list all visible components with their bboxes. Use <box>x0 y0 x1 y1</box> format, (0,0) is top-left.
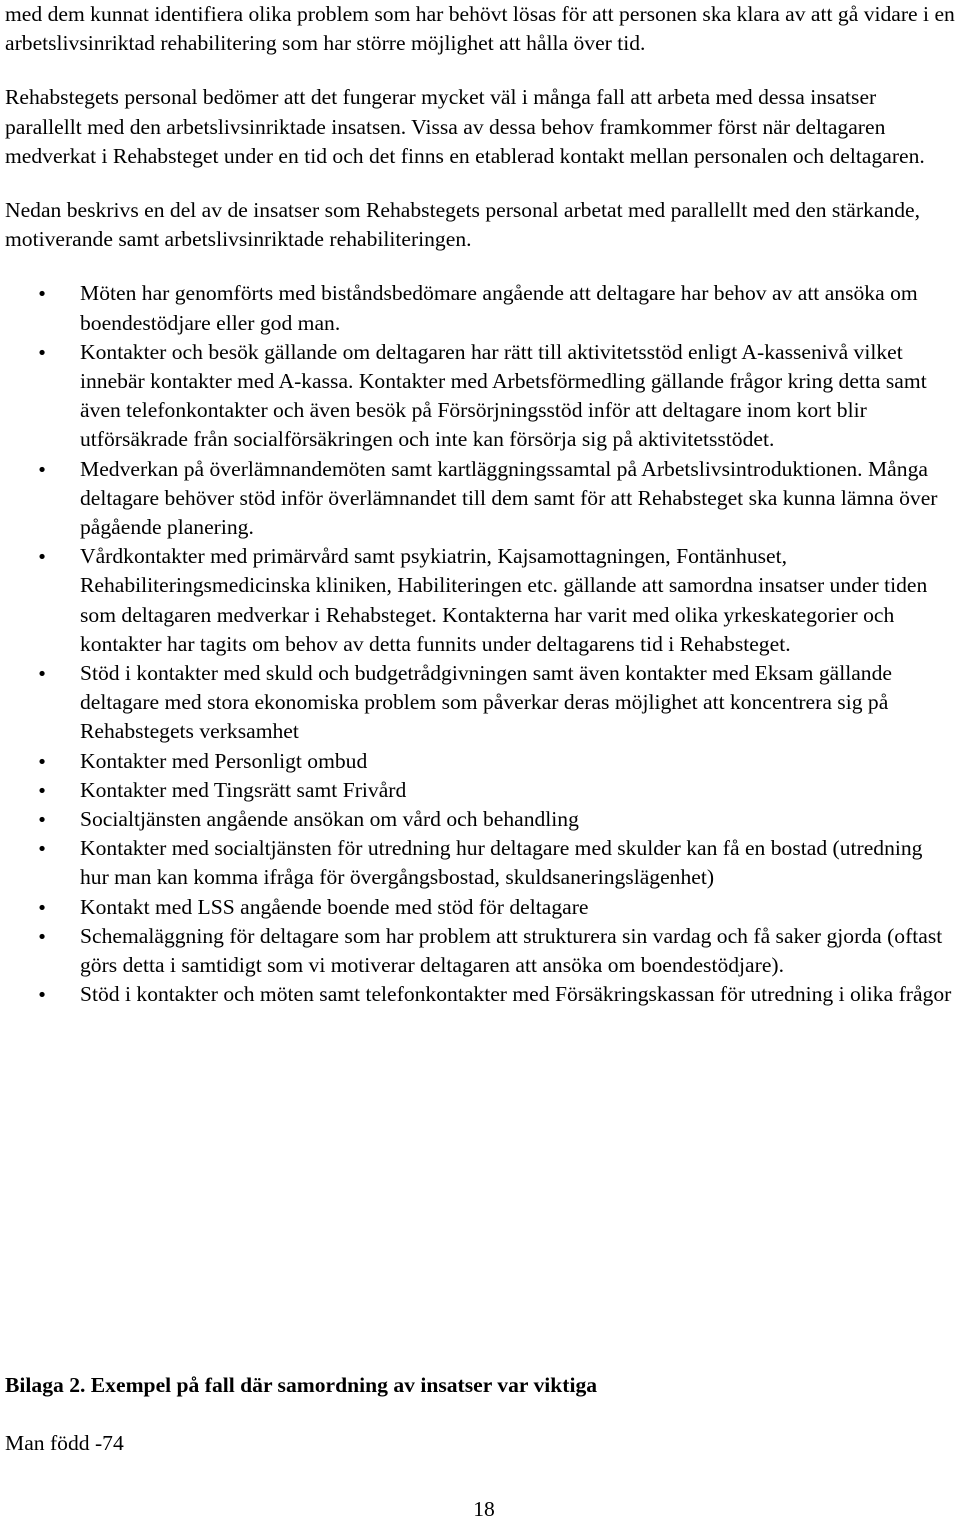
list-item <box>5 980 955 1009</box>
list-item <box>5 776 955 805</box>
bullet-icon <box>35 922 49 952</box>
list-item <box>5 834 955 892</box>
list-item <box>5 542 955 659</box>
list-item <box>5 805 955 834</box>
bullet-icon <box>35 279 49 309</box>
list-item-text: Möten har genomförts med biståndsbedömare angående att deltagare har behov av att ansöka om boendestödjare eller god man. <box>80 281 918 335</box>
bullet-icon <box>35 980 49 1010</box>
paragraph-assessment: Rehabstegets personal bedömer att det fungerar mycket väl i många fall att arbeta med dessa insatser parallellt med den arbetslivsinriktade insatsen. Vissa av dessa behov framkommer först när deltagaren medverkat i Rehabsteget under en tid och det finns en etablerad kontakt mellan personalen och deltagaren. <box>5 85 925 168</box>
bullet-icon <box>35 338 49 368</box>
bullet-icon <box>35 455 49 485</box>
list-item-text: Stöd i kontakter med skuld och budgetrådgivningen samt även kontakter med Eksam gällande deltagare med stora ekonomiska problem som påverkar deras möjlighet att koncentrera sig på Rehabstegets verksamhet <box>80 661 892 744</box>
bullet-icon <box>35 893 49 923</box>
list-item <box>5 922 955 980</box>
list-item-text: Kontakter och besök gällande om deltagaren har rätt till aktivitetsstöd enligt A-kassenivå vilket innebär kontakter med A-kassa. Kontakter med Arbetsförmedling gällande frågor kring detta samt även telefonkontakter och även besök på Försörjningsstöd inför att deltagare inom kort blir utförsäkrade från socialförsäkringen och inte kan försörja sig på aktivitetsstödet. <box>80 339 927 452</box>
list-item <box>5 455 955 543</box>
list-item-text: Schemaläggning för deltagare som har problem att strukturera sin vardag och få saker gjorda (oftast görs detta i samtidigt som vi motiverar deltagaren att ansöka om boendestödjare). <box>80 923 943 978</box>
bullet-icon <box>35 747 49 777</box>
list-item-text: Kontakt med LSS angående boende med stöd för deltagare <box>80 894 589 919</box>
page-number: 18 <box>473 1497 495 1521</box>
list-item-text: Kontakter med Tingsrätt samt Frivård <box>80 777 407 802</box>
paragraph-intro: med dem kunnat identifiera olika problem som har behövt lösas för att personen ska klara av att gå vidare i en arbetslivsinriktad rehabilitering som har större möjlighet att hålla över tid. <box>5 2 955 56</box>
case-description: Man född -74 <box>5 1431 124 1455</box>
bullet-icon <box>35 776 49 806</box>
list-item <box>5 659 955 747</box>
paragraph-description: Nedan beskrivs en del av de insatser som Rehabstegets personal arbetat med parallellt med den stärkande, motiverande samt arbetslivsinriktade rehabiliteringen. <box>5 198 921 252</box>
bullet-icon <box>35 834 49 864</box>
interventions-list <box>5 279 955 1009</box>
bullet-icon <box>35 659 49 689</box>
list-item-text: Socialtjänsten angående ansökan om vård och behandling <box>80 807 579 832</box>
appendix-heading: Bilaga 2. Exempel på fall där samordning av insatser var viktiga <box>5 1373 598 1397</box>
bullet-icon <box>35 805 49 835</box>
list-item <box>5 747 955 776</box>
list-item-text: Kontakter med socialtjänsten för utredning hur deltagare med skulder kan få en bostad (utredning hur man kan komma ifråga för övergångsbostad, skuldsaneringslägenhet) <box>80 836 923 890</box>
list-item <box>5 338 955 455</box>
list-item <box>5 279 955 337</box>
list-item-text: Kontakter med Personligt ombud <box>80 748 368 773</box>
list-item-text: Vårdkontakter med primärvård samt psykiatrin, Kajsamottagningen, Fontänhuset, Rehabiliteringsmedicinska kliniken, Habiliteringen etc. gällande att samordna insatser under tiden som deltagaren medverkar i Rehabsteget. Kontakterna har varit med olika yrkeskategorier och kontakter har tagits om behov av detta funnits under deltagarens tid i Rehabsteget. <box>80 544 928 656</box>
list-item-text: Stöd i kontakter och möten samt telefonkontakter med Försäkringskassan för utredning i olika frågor <box>80 982 952 1007</box>
list-item <box>5 893 955 922</box>
bullet-icon <box>35 542 49 572</box>
document-body <box>5 0 955 1010</box>
list-item-text: Medverkan på överlämnandemöten samt kartläggningssamtal på Arbetslivsintroduktionen. Många deltagare behöver stöd inför överlämnandet till dem samt för att Rehabsteget ska kunna lämna över pågående planering. <box>80 456 938 540</box>
